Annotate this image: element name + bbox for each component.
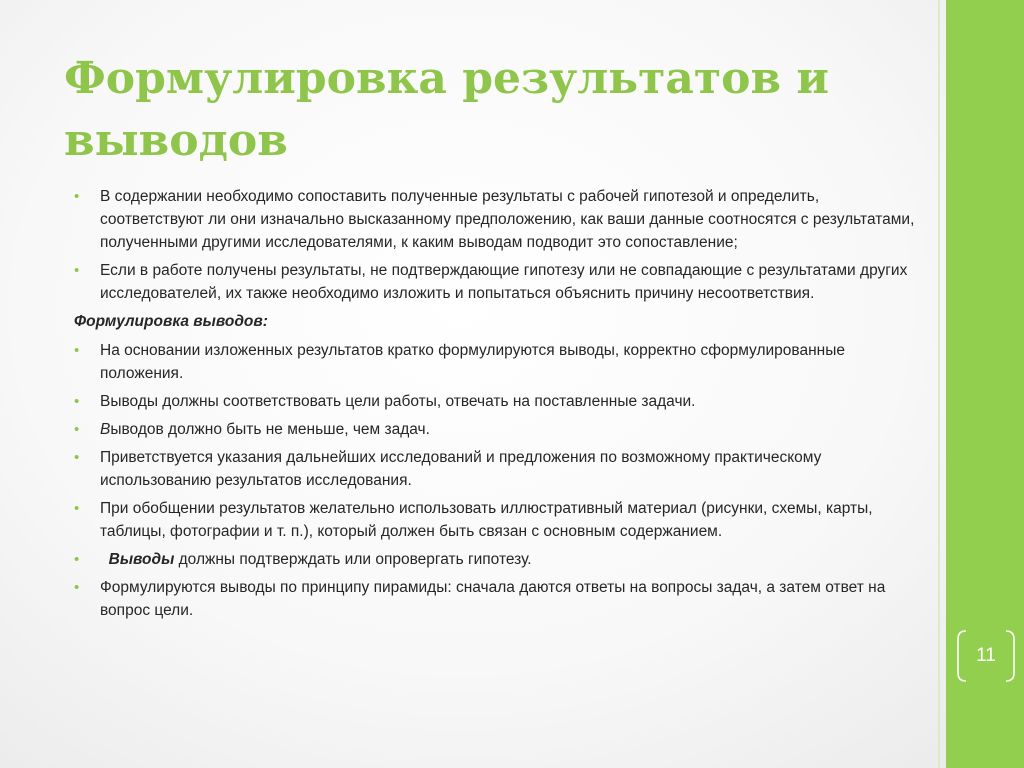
list-item: • Если в работе получены результаты, не подтверждающие гипотезу или не совпадающие с результатами других исследователей, их также необходимо изложить и попытаться объяснить причину несоответствия.	[74, 259, 924, 305]
list-item: • При обобщении результатов желательно использовать иллюстративный материал (рисунки, схемы, карты, таблицы, фотографии и т. п.), который должен быть связан с основным содержанием.	[74, 497, 924, 543]
list-item: • Приветствуется указания дальнейших исследований и предложения по возможному практическому использованию результатов исследования.	[74, 446, 924, 492]
page-number: 11	[976, 645, 996, 666]
page-number-badge	[954, 628, 1018, 684]
list-item-text: должны подтверждать или опровергать гипотезу.	[174, 551, 532, 568]
list-item-text: ыводов должно быть не меньше, чем задач.	[110, 421, 430, 438]
slide-body	[74, 185, 924, 627]
list-item: • В содержании необходимо сопоставить полученные результаты с рабочей гипотезой и определить, соответствуют ли они изначально высказанному предположению, как ваши данные соотносятся с результатами, полученными другими исследователями, к каким выводам подводит это сопоставление;	[74, 185, 924, 254]
list-item: • Выводы должны соответствовать цели работы, отвечать на поставленные задачи.	[74, 390, 924, 413]
results-list	[74, 185, 924, 305]
bold-italic-term: Выводы	[108, 551, 175, 568]
list-item: • Формулируются выводы по принципу пирамиды: сначала даются ответы на вопросы задач, а затем ответ на вопрос цели.	[74, 576, 924, 622]
conclusions-list	[74, 339, 924, 622]
list-item: • На основании изложенных результатов кратко формулируются выводы, корректно сформулированные положения.	[74, 339, 924, 385]
list-item	[74, 548, 924, 571]
list-item	[74, 418, 924, 441]
side-divider-line	[938, 0, 940, 768]
italic-initial: В	[100, 421, 111, 438]
conclusions-heading: Формулировка выводов:	[74, 313, 268, 330]
slide-title: Формулировка результатов и выводов	[64, 53, 829, 166]
